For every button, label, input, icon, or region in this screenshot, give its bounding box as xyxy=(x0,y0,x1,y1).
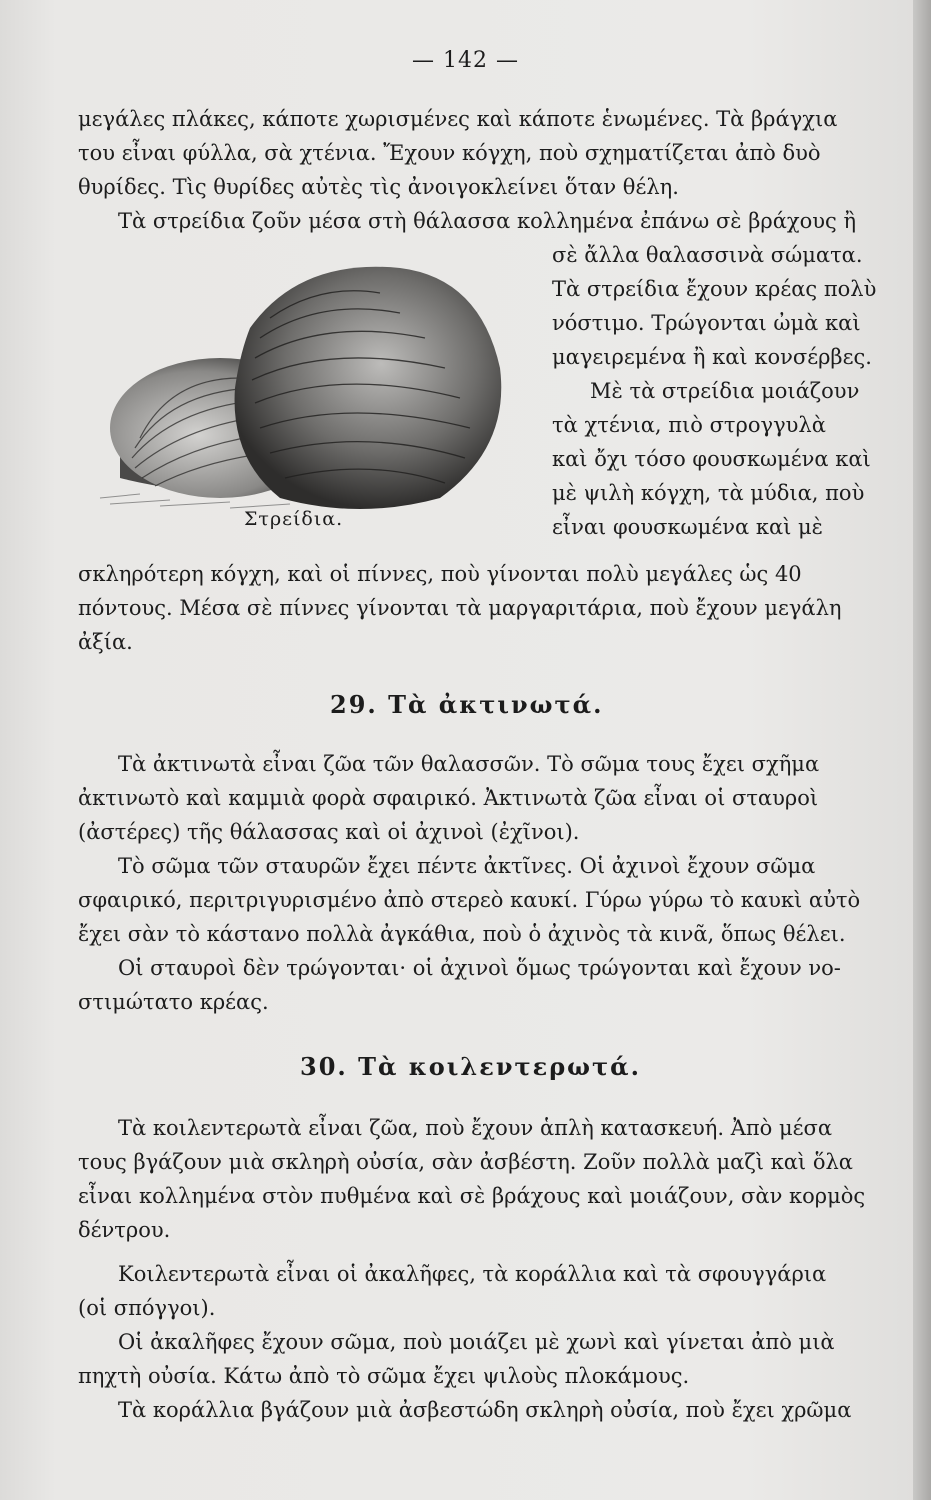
text-line: Οἱ ἀκαλῆφες ἔχουν σῶμα, ποὺ μοιάζει μὲ χωνὶ καὶ γίνεται ἀπὸ μιὰ xyxy=(118,1330,835,1354)
text-line: Τὰ κοράλλια βγάζουν μιὰ ἀσβεστώδη σκληρὴ οὐσία, ποὺ ἔχει χρῶμα xyxy=(118,1398,852,1422)
text-line: του εἶναι φύλλα, σὰ χτένια. Ἔχουν κόγχη, ποὺ σχηματίζεται ἀπὸ δυὸ xyxy=(78,141,821,165)
text-line: σὲ ἄλλα θαλασσινὰ σώματα. xyxy=(552,243,863,267)
text-line: (ἀστέρες) τῆς θάλασσας καὶ οἱ ἀχινοὶ (ἐχῖνοι). xyxy=(78,820,580,844)
text-line: σφαιρικό, περιτριγυρισμένο ἀπὸ στερεὸ καυκί. Γύρω γύρω τὸ καυκὶ αὐτὸ xyxy=(78,888,861,912)
text-line: Μὲ τὰ στρείδια μοιάζουν xyxy=(590,379,860,403)
text-line: θυρίδες. Τὶς θυρίδες αὐτὲς τὶς ἀνοιγοκλείνει ὅταν θέλη. xyxy=(78,175,679,199)
text-line: εἶναι κολλημένα στὸν πυθμένα καὶ σὲ βράχους καὶ μοιάζουν, σὰν κορμὸς xyxy=(78,1184,866,1208)
section-heading-29: 29. Τὰ ἀκτινωτά. xyxy=(330,690,604,719)
text-line: νόστιμο. Τρώγονται ὠμὰ καὶ xyxy=(552,311,861,335)
text-line: μὲ ψιλὴ κόγχη, τὰ μύδια, ποὺ xyxy=(552,481,865,505)
text-line: μεγάλες πλάκες, κάποτε χωρισμένες καὶ κάποτε ἑνωμένες. Τὰ βράγχια xyxy=(78,107,838,131)
text-line: δέντρου. xyxy=(78,1218,171,1242)
oyster-illustration xyxy=(80,258,542,520)
text-line: (οἱ σπόγγοι). xyxy=(78,1296,216,1320)
text-line: ἀκτινωτὸ καὶ καμμιὰ φορὰ σφαιρικό. Ἀκτινωτὰ ζῶα εἶναι οἱ σταυροὶ xyxy=(78,786,819,810)
text-line: πηχτὴ οὐσία. Κάτω ἀπὸ τὸ σῶμα ἔχει ψιλοὺς πλοκάμους. xyxy=(78,1364,690,1388)
text-line: μαγειρεμένα ἢ καὶ κονσέρβες. xyxy=(552,345,872,369)
text-line: Τὰ στρείδια ζοῦν μέσα στὴ θάλασσα κολλημένα ἐπάνω σὲ βράχους ἢ xyxy=(118,209,857,233)
text-line: Οἱ σταυροὶ δὲν τρώγονται· οἱ ἀχινοὶ ὅμως τρώγονται καὶ ἔχουν νο- xyxy=(118,956,841,980)
text-line: πόντους. Μέσα σὲ πίννες γίνονται τὰ μαργαριτάρια, ποὺ ἔχουν μεγάλη xyxy=(78,596,842,620)
text-line: Τὸ σῶμα τῶν σταυρῶν ἔχει πέντε ἀκτῖνες. Οἱ ἀχινοὶ ἔχουν σῶμα xyxy=(118,854,816,878)
text-line: στιμώτατο κρέας. xyxy=(78,990,269,1014)
text-line: Κοιλεντερωτὰ εἶναι οἱ ἀκαλῆφες, τὰ κοράλλια καὶ τὰ σφουγγάρια xyxy=(118,1262,827,1286)
text-line: Τὰ στρείδια ἔχουν κρέας πολὺ xyxy=(552,277,877,301)
text-line: ἀξία. xyxy=(78,630,133,654)
text-line: τὰ χτένια, πιὸ στρογγυλὰ xyxy=(552,413,826,437)
text-line: τους βγάζουν μιὰ σκληρὴ οὐσία, σὰν ἀσβέστη. Ζοῦν πολλὰ μαζὶ καὶ ὅλα xyxy=(78,1150,853,1174)
figure-caption: Στρείδια. xyxy=(244,508,344,530)
text-line: εἶναι φουσκωμένα καὶ μὲ xyxy=(552,515,823,539)
text-line: Τὰ ἀκτινωτὰ εἶναι ζῶα τῶν θαλασσῶν. Τὸ σῶμα τους ἔχει σχῆμα xyxy=(118,752,820,776)
text-line: καὶ ὄχι τόσο φουσκωμένα καὶ xyxy=(552,447,871,471)
text-line: Τὰ κοιλεντερωτὰ εἶναι ζῶα, ποὺ ἔχουν ἁπλὴ κατασκευή. Ἀπὸ μέσα xyxy=(118,1116,833,1140)
page-number: — 142 — xyxy=(412,48,519,73)
section-heading-30: 30. Τὰ κοιλεντερωτά. xyxy=(300,1052,641,1081)
text-line: σκληρότερη κόγχη, καὶ οἱ πίννες, ποὺ γίνονται πολὺ μεγάλες ὡς 40 xyxy=(78,562,802,586)
text-line: ἔχει σὰν τὸ κάστανο πολλὰ ἀγκάθια, ποὺ ὁ ἀχινὸς τὰ κινᾶ, ὅπως θέλει. xyxy=(78,922,846,946)
page-spine-shadow xyxy=(913,0,931,1500)
